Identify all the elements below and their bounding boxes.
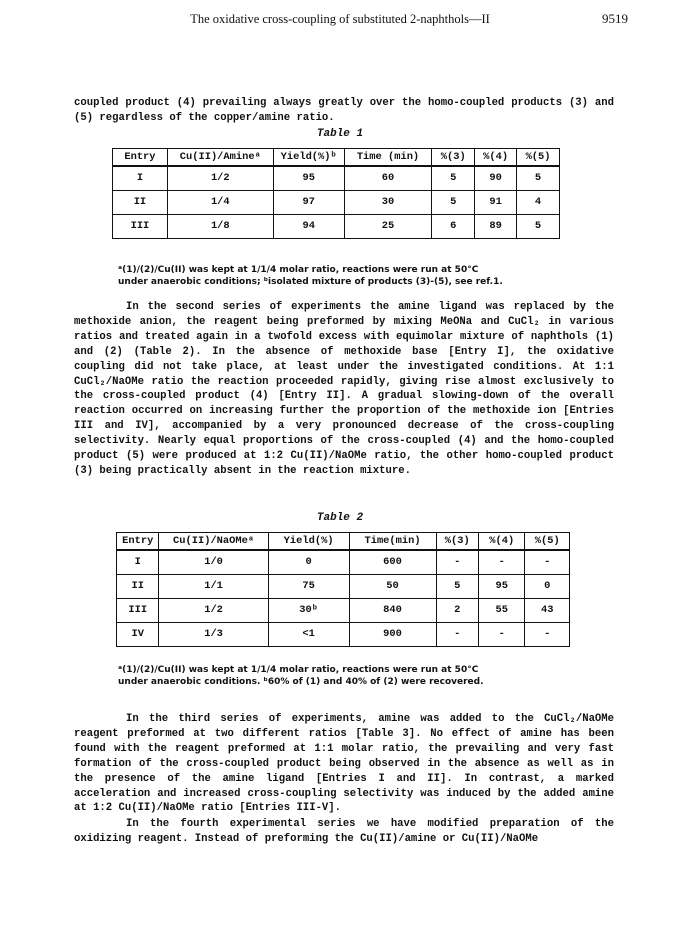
table-cell: 6	[432, 214, 475, 238]
running-header-title: The oxidative cross-coupling of substituted 2-naphthols—II	[190, 12, 490, 26]
table-cell: 94	[273, 214, 344, 238]
table-cell: 89	[475, 214, 517, 238]
table-cell: -	[478, 550, 525, 574]
table-cell: 5	[432, 190, 475, 214]
table-cell: 1/3	[159, 622, 268, 646]
table1-header-yield: Yield(%)ᵇ	[273, 149, 344, 167]
table-cell: 1/2	[159, 598, 268, 622]
table-row	[117, 598, 570, 622]
table-cell: 1/2	[167, 166, 273, 190]
table2-header-entry: Entry	[117, 533, 159, 551]
table-cell: 25	[344, 214, 432, 238]
table-cell: 60	[344, 166, 432, 190]
table-cell: <1	[268, 622, 349, 646]
table-cell: 1/4	[167, 190, 273, 214]
table2-header-ratio: Cu(II)/NaOMeᵃ	[159, 533, 268, 551]
table-cell: III	[113, 214, 168, 238]
table-cell: 840	[349, 598, 436, 622]
table1-header-ratio: Cu(II)/Amineᵃ	[167, 149, 273, 167]
table1-header-p5: %(5)	[517, 149, 560, 167]
table1	[112, 148, 560, 239]
intro-text: coupled product (4) prevailing always greatly over the homo-coupled products (3) and (5) regardless of the copper/amine ratio.	[74, 97, 614, 124]
table2-header-row	[117, 533, 570, 551]
table-cell: 75	[268, 574, 349, 598]
paragraph-third-series-text: In the third series of experiments, amine was added to the CuCl₂/NaOMe reagent preformed at two different ratios [Table 3]. No effect of amine has been found with the reagent preformed at 1:1 molar ratio, the prevailing and very fast formation of the cross-coupled product being observed in the absence as well as in the presence of the amine ligand [Entries I and II]. In contrast, a marked acceleration and increased cross-coupling selectivity was induced by the added amine at 1:2 Cu(II)/NaOMe ratio [Entries III-V].	[74, 713, 614, 815]
table-cell: 95	[478, 574, 525, 598]
table-cell: -	[436, 550, 478, 574]
table-cell: -	[525, 550, 570, 574]
table-cell: 5	[517, 166, 560, 190]
table-cell: I	[113, 166, 168, 190]
table1-header-p3: %(3)	[432, 149, 475, 167]
table-cell: 43	[525, 598, 570, 622]
table1-footnote-b: under anaerobic conditions; ᵇisolated mixture of products (3)-(5), see ref.1.	[118, 277, 503, 287]
table-cell: 30ᵇ	[268, 598, 349, 622]
table2-header-p5: %(5)	[525, 533, 570, 551]
table1-header-time: Time (min)	[344, 149, 432, 167]
table2-header-p3: %(3)	[436, 533, 478, 551]
table2-footnote-b: under anaerobic conditions. ᵇ60% of (1) and 40% of (2) were recovered.	[118, 677, 484, 687]
table-cell: 5	[517, 214, 560, 238]
page-number: 9519	[602, 11, 628, 26]
table-row	[113, 214, 560, 238]
table-cell: II	[117, 574, 159, 598]
table-cell: 2	[436, 598, 478, 622]
table1-footnote-a: ᵃ(1)/(2)/Cu(II) was kept at 1/1/4 molar ratio, reactions were run at 50°C	[118, 265, 479, 275]
table-cell: 30	[344, 190, 432, 214]
table2-header-yield: Yield(%)	[268, 533, 349, 551]
table1-header-entry: Entry	[113, 149, 168, 167]
paragraph-third-series	[74, 712, 614, 816]
table-cell: 50	[349, 574, 436, 598]
table-cell: -	[478, 622, 525, 646]
table-cell: II	[113, 190, 168, 214]
table1-header-row	[113, 149, 560, 167]
table-cell: 55	[478, 598, 525, 622]
table-cell: 1/8	[167, 214, 273, 238]
table-cell: 600	[349, 550, 436, 574]
table-row	[113, 166, 560, 190]
table-cell: 4	[517, 190, 560, 214]
table2-footnote	[118, 664, 618, 688]
table-cell: 97	[273, 190, 344, 214]
paragraph-second-series-text: In the second series of experiments the amine ligand was replaced by the methoxide anion, the reagent being preformed by mixing MeONa and CuCl₂ in various ratios and treated again in a twofold excess with equimolar mixture of naphthols (1) and (2) (Table 2). In the absence of methoxide base [Entry I], the oxidative coupling did not take place, at least under the investigated conditions. At 1:1 CuCl₂/NaOMe ratio the reaction proceeded rapidly, giving rise almost exclusively to the cross-coupled product (4) [Entry II]. A gradual slowing-down of the overall reaction occurred on increasing further the proportion of the methoxide ion [Entries III and IV], accompanied by a very pronounced decrease of the cross-coupling selectivity. Nearly equal proportions of the cross-coupled (4) and the homo-coupled product (5) were produced at 1:2 Cu(II)/NaOMe ratio, the other homo-coupled product (3) being practically absent in the reaction mixture.	[74, 301, 614, 477]
table-row	[117, 622, 570, 646]
table2	[116, 532, 570, 647]
table2-footnote-a: ᵃ(1)/(2)/Cu(II) was kept at 1/1/4 molar ratio, reactions were run at 50°C	[118, 665, 479, 675]
table-row	[117, 574, 570, 598]
table-cell: 0	[525, 574, 570, 598]
table2-header-time: Time(min)	[349, 533, 436, 551]
table-cell: 5	[436, 574, 478, 598]
table2-header-p4: %(4)	[478, 533, 525, 551]
table-cell: 90	[475, 166, 517, 190]
paragraph-fourth-series	[74, 817, 614, 847]
table-cell: 1/0	[159, 550, 268, 574]
table1-title: Table 1	[316, 128, 364, 140]
table-cell: IV	[117, 622, 159, 646]
table-cell: -	[525, 622, 570, 646]
table-cell: -	[436, 622, 478, 646]
table-row	[113, 190, 560, 214]
table-cell: 5	[432, 166, 475, 190]
table1-header-p4: %(4)	[475, 149, 517, 167]
table-cell: 0	[268, 550, 349, 574]
paragraph-second-series	[74, 300, 614, 479]
paragraph-fourth-series-text: In the fourth experimental series we have modified preparation of the oxidizing reagent. Instead of preforming the Cu(II)/amine or Cu(II)/NaOMe	[74, 818, 614, 845]
table-cell: III	[117, 598, 159, 622]
intro-paragraph	[74, 96, 614, 126]
table-row	[117, 550, 570, 574]
table-cell: I	[117, 550, 159, 574]
table-cell: 95	[273, 166, 344, 190]
table-cell: 900	[349, 622, 436, 646]
table1-footnote	[118, 264, 618, 288]
table2-title: Table 2	[316, 512, 364, 524]
table-cell: 1/1	[159, 574, 268, 598]
table-cell: 91	[475, 190, 517, 214]
